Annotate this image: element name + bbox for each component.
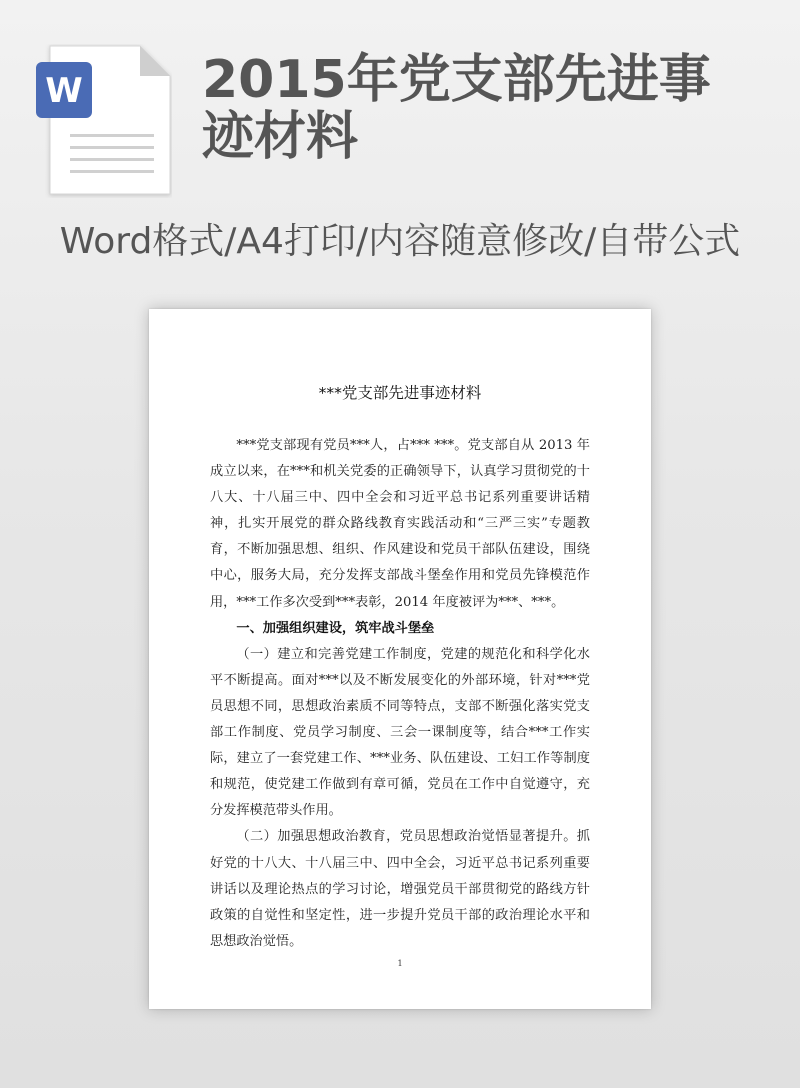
document-title: ***党支部先进事迹材料 bbox=[318, 384, 482, 402]
document-page-preview bbox=[149, 309, 651, 1009]
document-paragraph: （一）建立和完善党建工作制度，党建的规范化和科学化水平不断提高。面对***以及不断发展变化的外部环境，针对***党员思想不同，思想政治素质不同等特点，支部不断强化落实党支部工作制度、党员学习制度、三会一课制度等，结合***工作实际，建立了一套党建工作、***业务、队伍建设、工妇工作等制度和规范，使党建工作做到有章可循，党员在工作中自觉遵守，充分发挥模范带头作用。 bbox=[210, 646, 590, 819]
document-paragraph: （二）加强思想政治教育，党员思想政治觉悟显著提升。抓好党的十八大、十八届三中、四中全会，习近平总书记系列重要讲话以及理论热点的学习讨论，增强党员干部贯彻党的路线方针政策的自觉性和坚定性，进一步提升党员干部的政治理论水平和思想政治觉悟。 bbox=[210, 829, 590, 949]
page-title: 2015年党支部先进事迹材料 bbox=[202, 50, 711, 167]
section-heading: 一、加强组织建设，筑牢战斗堡垒 bbox=[236, 620, 435, 636]
document-body bbox=[210, 309, 590, 955]
word-file-icon bbox=[36, 44, 172, 198]
page-number: 1 bbox=[397, 959, 403, 968]
format-subtitle: Word格式/A4打印/内容随意修改/自带公式 bbox=[59, 221, 741, 262]
document-paragraph: ***党支部现有党员***人，占*** ***。党支部自从 2013 年成立以来，在***和机关党委的正确领导下，认真学习贯彻党的十八大、十八届三中、四中全会和习近平总书记系列重要讲话精神，扎实开展党的群众路线教育实践活动和“三严三实”专题教育，不断加强思想、组织、作风建设和党员干部队伍建设，围绕中心，服务大局，充分发挥支部战斗堡垒作用和党员先锋模范作用，***工作多次受到***表彰，2014 年度被评为***、***。 bbox=[210, 438, 590, 610]
word-badge-letter: W bbox=[45, 71, 83, 111]
